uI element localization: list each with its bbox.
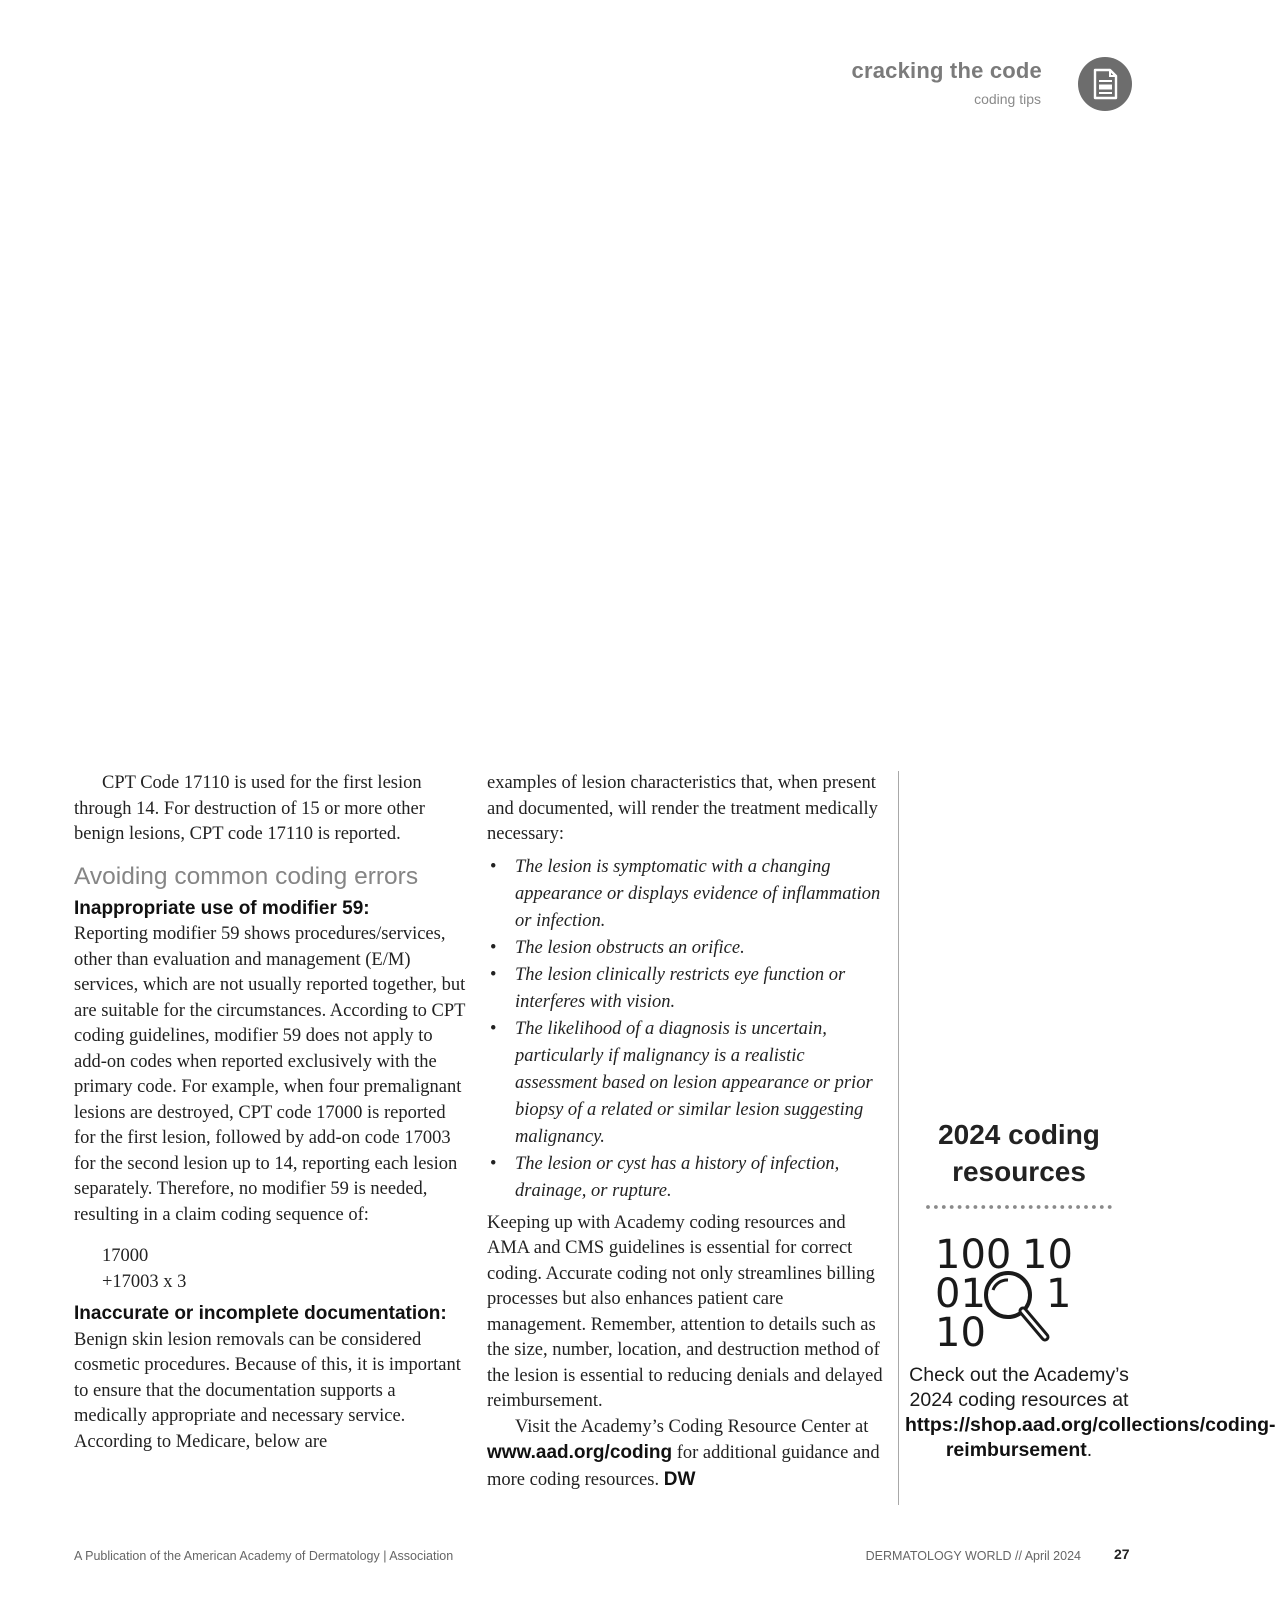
list-item: • The likelihood of a diagnosis is uncertain, particularly if malignancy is a realistic assessment based on lesion appearance or prior biopsy of a related or similar lesion suggesting malignancy.	[487, 1016, 883, 1151]
divider-dot	[1108, 1205, 1112, 1209]
coding-center-link[interactable]: www.aad.org/coding	[487, 1442, 673, 1463]
binary-digits: 10	[1022, 1232, 1073, 1278]
sidebar-title-line: resources	[952, 1156, 1086, 1187]
divider-dot	[1021, 1205, 1025, 1209]
sidebar-description: Check out the Academy’s 2024 coding resources at	[909, 1364, 1129, 1411]
code-sequence	[102, 1244, 466, 1295]
documentation-text: Benign skin lesion removals can be considered cosmetic procedures. Because of this, it is important to ensure that the documentation supports a medically appropriate and necessary service. According to Medicare, below are	[74, 1329, 461, 1452]
divider-dot	[1005, 1205, 1009, 1209]
page-number: 27	[1114, 1546, 1130, 1562]
divider-dot	[1029, 1205, 1033, 1209]
dotted-divider	[925, 1204, 1113, 1210]
document-icon	[1078, 57, 1132, 111]
section-subtitle: coding tips	[974, 91, 1041, 107]
divider-dot	[1053, 1205, 1057, 1209]
divider-dot	[997, 1205, 1001, 1209]
divider-dot	[981, 1205, 985, 1209]
binary-digits: 1	[1046, 1271, 1072, 1317]
divider-dot	[1092, 1205, 1096, 1209]
sidebar-period: .	[1086, 1439, 1093, 1461]
modifier-59-paragraph	[74, 896, 466, 1229]
resources-link[interactable]: https://shop.aad.org/collections/coding-reimbursement	[905, 1414, 1276, 1461]
closing-paragraph: Keeping up with Academy coding resources and AMA and CMS guidelines is essential for correct coding. Accurate coding not only streamlines billing processes but also enhances patient care management. Remember, attention to details such as the size, number, location, and destruction method of the lesion is essential to reducing denials and delayed reimbursement.	[487, 1212, 883, 1411]
article-column-1	[74, 771, 466, 1455]
divider-dot	[1045, 1205, 1049, 1209]
section-heading: Avoiding common coding errors	[74, 862, 419, 890]
intro-paragraph: CPT Code 17110 is used for the first lesion through 14. For destruction of 15 or more other benign lesions, CPT code 17110 is reported.	[74, 773, 425, 844]
sidebar-title	[905, 1116, 1133, 1190]
publication-footer: A Publication of the American Academy of Dermatology | Association	[74, 1549, 454, 1563]
divider-dot	[950, 1205, 954, 1209]
list-item: • The lesion is symptomatic with a changing appearance or displays evidence of inflammation or infection.	[487, 854, 883, 935]
modifier-59-text: Reporting modifier 59 shows procedures/services, other than evaluation and management (E/M) services, which are not usually reported together, but are suitable for the circumstances. According to CPT coding guidelines, modifier 59 does not apply to add-on codes when reported exclusively with the primary code. For example, when four premalignant lesions are destroyed, CPT code 17000 is reported for the first lesion, followed by add-on code 17003 for the second lesion up to 14, reporting each lesion separately. Therefore, no modifier 59 is needed, resulting in a claim coding sequence of:	[74, 924, 466, 1225]
criteria-list	[487, 854, 883, 1205]
resources-sidebar	[905, 1116, 1276, 1463]
sidebar-title-line: 2024 coding	[938, 1119, 1100, 1150]
binary-digits: 100	[935, 1232, 1012, 1278]
list-item: • The lesion clinically restricts eye function or interferes with vision.	[487, 962, 883, 1016]
issue-footer: DERMATOLOGY WORLD // April 2024	[865, 1549, 1081, 1563]
column-divider	[898, 771, 899, 1505]
sidebar-text	[905, 1363, 1276, 1463]
code-line: 17000	[102, 1246, 149, 1266]
divider-dot	[1084, 1205, 1088, 1209]
binary-digits: 01	[935, 1271, 986, 1317]
divider-dot	[1100, 1205, 1104, 1209]
article-column-2	[487, 771, 883, 1493]
section-title: cracking the code	[851, 58, 1042, 83]
end-mark: DW	[663, 1468, 696, 1490]
divider-dot	[958, 1205, 962, 1209]
divider-dot	[1068, 1205, 1072, 1209]
divider-dot	[934, 1205, 938, 1209]
subheading-documentation: Inaccurate or incomplete documentation:	[74, 1303, 447, 1324]
divider-dot	[926, 1205, 930, 1209]
divider-dot	[1037, 1205, 1041, 1209]
visit-paragraph	[487, 1415, 883, 1494]
divider-dot	[966, 1205, 970, 1209]
binary-digits: 10	[935, 1310, 986, 1356]
binary-magnifier-icon	[905, 1225, 1133, 1356]
subheading-modifier-59: Inappropriate use of modifier 59:	[74, 897, 370, 919]
divider-dot	[1013, 1205, 1017, 1209]
documentation-paragraph	[74, 1301, 466, 1455]
visit-text-post: for additional guidance and more coding resources.	[487, 1443, 880, 1490]
list-item: • The lesion obstructs an orifice.	[487, 935, 883, 962]
list-item: • The lesion or cyst has a history of infection, drainage, or rupture.	[487, 1151, 883, 1205]
divider-dot	[1060, 1205, 1064, 1209]
divider-dot	[974, 1205, 978, 1209]
divider-dot	[1076, 1205, 1080, 1209]
visit-text-pre: Visit the Academy’s Coding Resource Center at	[515, 1416, 869, 1437]
lead-paragraph: examples of lesion characteristics that, when present and documented, will render the treatment medically necessary:	[487, 773, 878, 844]
divider-dot	[942, 1205, 946, 1209]
divider-dot	[989, 1205, 993, 1209]
code-line: +17003 x 3	[102, 1271, 187, 1292]
